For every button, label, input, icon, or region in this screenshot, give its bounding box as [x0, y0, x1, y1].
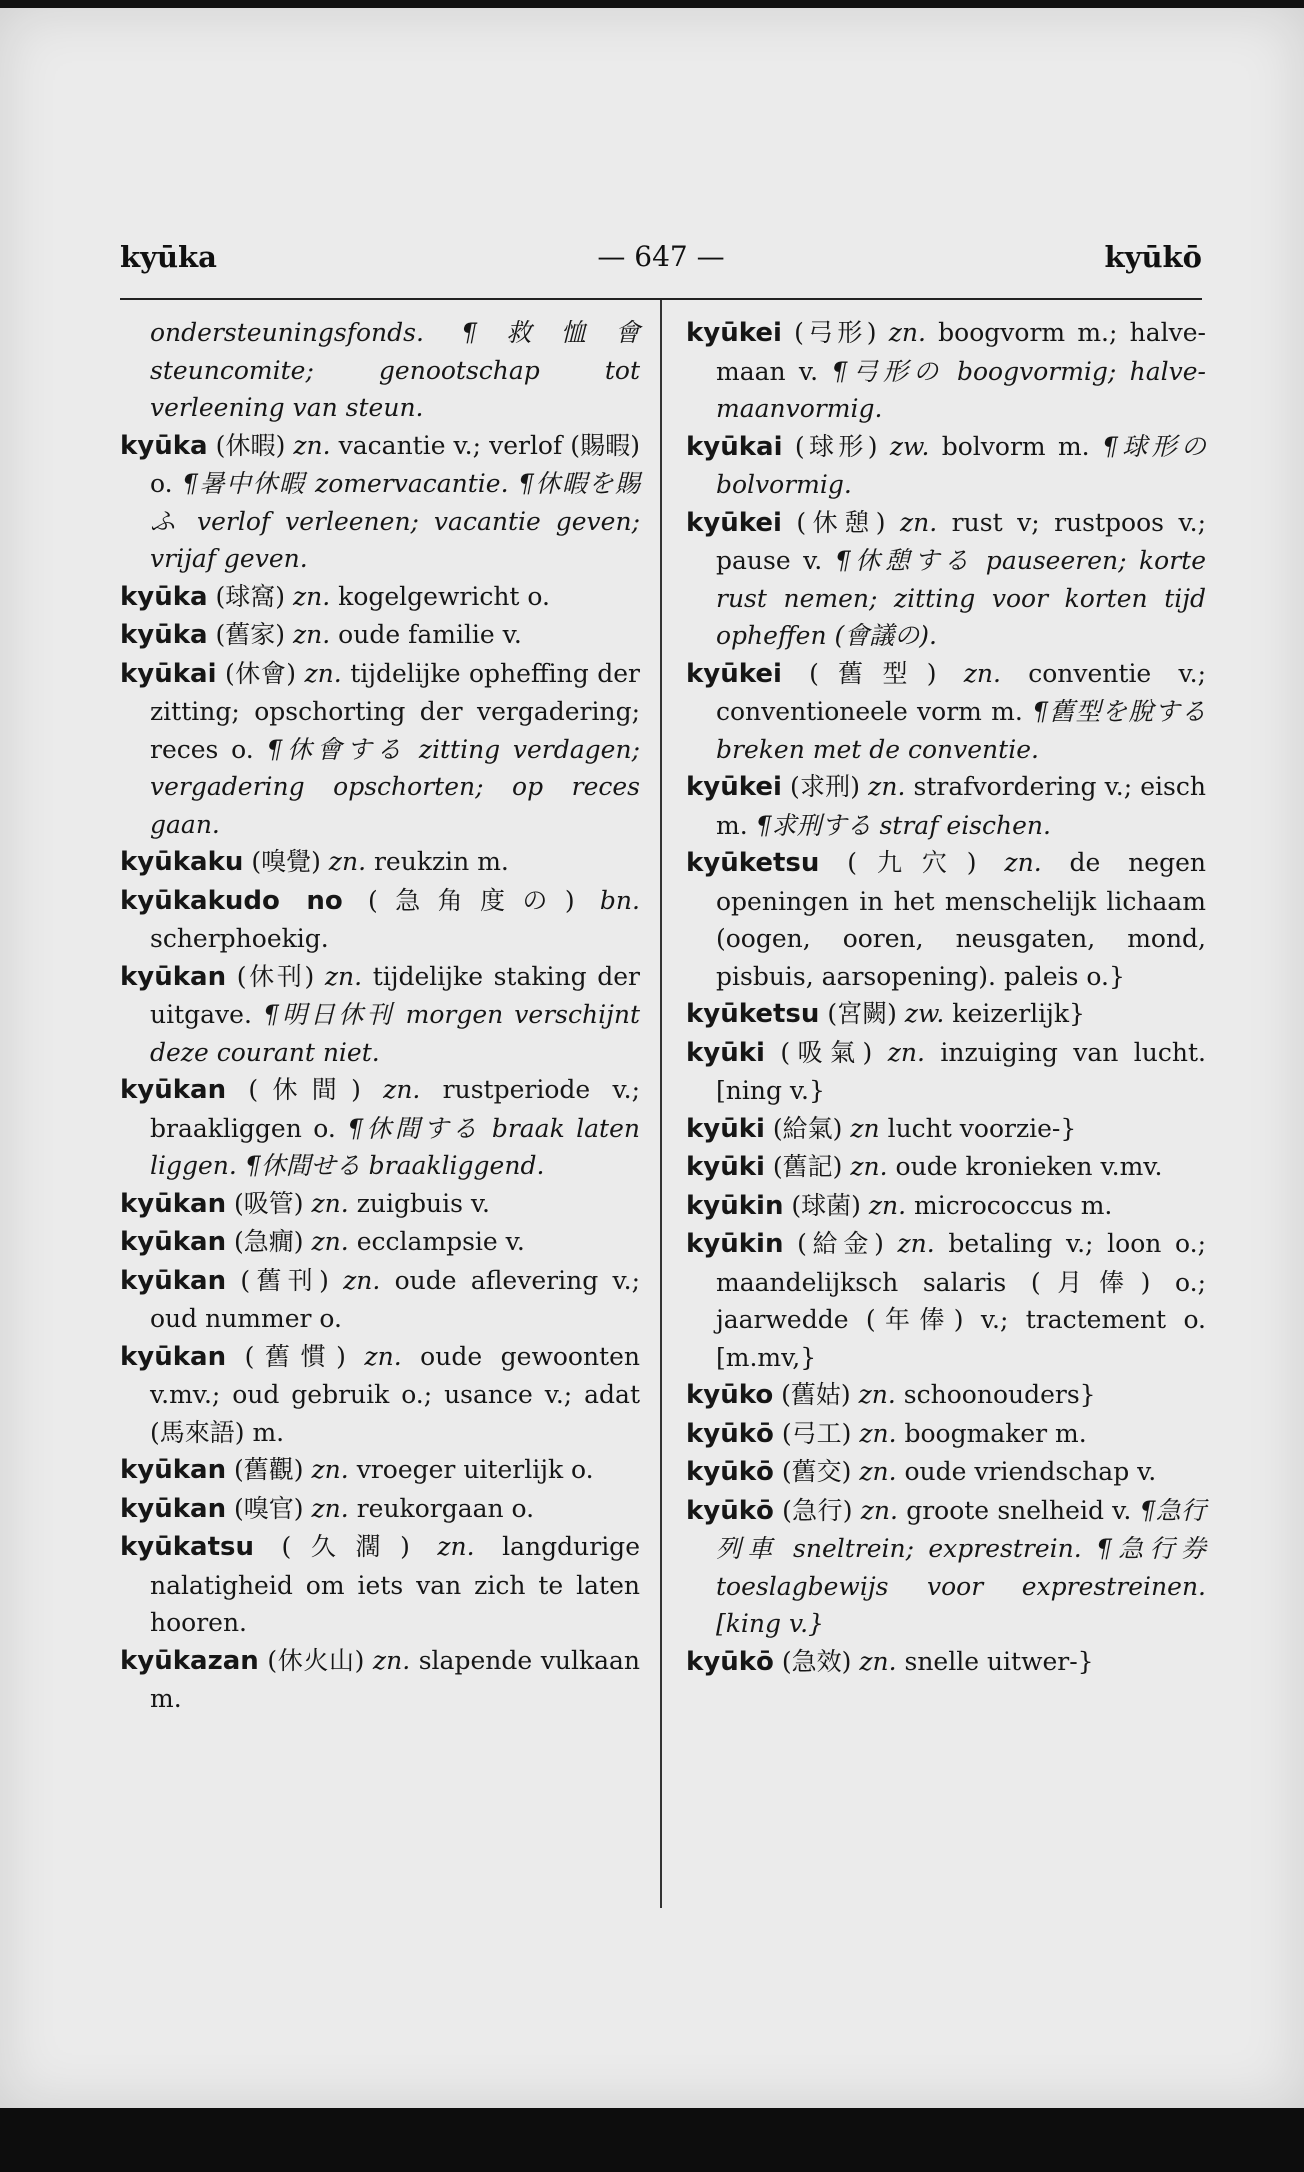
- dictionary-entry: [686, 428, 1206, 504]
- dictionary-entry: [120, 578, 640, 617]
- dictionary-entry: [120, 1338, 640, 1452]
- entry-grammar: zn.: [1004, 848, 1042, 877]
- entry-examples: ¶舊型を脫する breken met de conventie.: [716, 697, 1206, 764]
- entry-headword: kyūkai: [120, 658, 217, 689]
- entry-examples: ¶休會する zitting verdagen; vergadering opschorten; op reces gaan.: [150, 734, 640, 839]
- entry-definition: rust v; rustpoos v.; pause v.: [716, 507, 1206, 575]
- entry-headword: kyūkan: [120, 1493, 227, 1524]
- entry-definition: keizerlijk}: [944, 999, 1085, 1028]
- entry-headword: kyūkai: [686, 431, 783, 462]
- entry-grammar: zn.: [293, 430, 331, 460]
- entry-headword: kyūkan: [120, 961, 227, 992]
- entry-kanji: (舊記): [764, 1152, 851, 1181]
- right-column: [686, 314, 1206, 1681]
- entry-headword: kyūko: [686, 1380, 774, 1410]
- entry-kanji: (球窩): [207, 581, 293, 611]
- entry-definition: tijdelijke staking der uitgave.: [150, 961, 640, 1029]
- entry-kanji: (吸氣): [764, 1037, 888, 1067]
- entry-kanji: (舊慣): [226, 1341, 365, 1371]
- entry-grammar: zn.: [293, 620, 331, 649]
- entry-examples: ¶急行列車 sneltrein; exprestrein. ¶急行券 toeslagbewijs voor exprestreinen. [king v.}: [716, 1495, 1207, 1638]
- left-guide-word: kyūka: [120, 240, 217, 274]
- entry-examples: ¶休憩する pauseeren; korte rust nemen; zitting voor korten tijd opheffen (會議の).: [716, 546, 1206, 650]
- entry-grammar: bn.: [599, 885, 640, 915]
- entry-definition: schoonouders}: [895, 1380, 1096, 1409]
- entry-kanji: (急行): [773, 1495, 861, 1525]
- dictionary-entry: [686, 1148, 1206, 1187]
- entry-examples: ondersteuningsfonds. ¶救恤會 steuncomite; genootschap tot verleening van steun.: [150, 318, 640, 422]
- entry-kanji: (休會): [216, 658, 305, 688]
- dictionary-entry: [120, 1490, 640, 1529]
- entry-grammar: zn.: [868, 1190, 907, 1220]
- entry-definition: snelle uitwer-}: [896, 1646, 1094, 1676]
- dictionary-entry: [120, 1528, 640, 1642]
- entry-kanji: (舊交): [773, 1457, 860, 1486]
- entry-definition: conventie v.; conventioneele vorm m.: [716, 658, 1206, 726]
- entry-headword: kyūkō: [686, 1495, 774, 1526]
- entry-definition: vroeger uiterlijk o.: [348, 1455, 594, 1484]
- entry-grammar: zn.: [293, 581, 331, 611]
- entry-grammar: zn.: [304, 658, 342, 688]
- entry-headword: kyūketsu: [686, 999, 820, 1029]
- dictionary-entry: [686, 1034, 1206, 1110]
- entry-definition: bolvorm m.: [929, 431, 1102, 461]
- dictionary-entry: [686, 1492, 1206, 1643]
- entry-examples: ¶明日休刊 morgen verschijnt deze courant niet.: [150, 1000, 640, 1067]
- entry-headword: kyūkō: [686, 1646, 774, 1677]
- entry-grammar: zn.: [364, 1341, 402, 1371]
- entry-kanji: (舊觀): [226, 1455, 312, 1484]
- entry-headword: kyūkan: [120, 1227, 227, 1257]
- entry-headword: kyūkin: [686, 1229, 784, 1259]
- entry-headword: kyūkaku: [120, 847, 244, 877]
- dictionary-entry: [120, 1071, 640, 1185]
- entry-grammar: zn.: [383, 1075, 421, 1104]
- dictionary-page: [0, 8, 1304, 2108]
- entry-definition: lucht voorzie-}: [879, 1113, 1077, 1143]
- entry-grammar: zn.: [311, 1188, 349, 1218]
- entry-headword: kyūkan: [120, 1455, 227, 1485]
- entry-definition: kogelgewricht o.: [330, 581, 550, 611]
- entry-examples: ¶球形の bolvormig.: [716, 431, 1207, 499]
- entry-headword: kyūki: [686, 1113, 765, 1144]
- dictionary-entry: [120, 655, 640, 844]
- entry-kanji: (休憩): [781, 507, 900, 537]
- entry-headword: kyūkatsu: [120, 1532, 254, 1562]
- entry-definition: inzuiging van lucht. [ning v.}: [716, 1037, 1206, 1105]
- scan-background: [0, 2108, 1304, 2172]
- entry-definition: oude familie v.: [330, 620, 522, 649]
- entry-kanji: (宮闕): [819, 999, 905, 1028]
- entry-headword: kyūkei: [686, 772, 782, 802]
- entry-kanji: (休刊): [226, 961, 325, 991]
- entry-definition: boogmaker m.: [896, 1418, 1087, 1448]
- entry-definition: oude gewoonten v.mv.; oud gebruik o.; usance v.; adat (馬來語) m.: [150, 1341, 641, 1447]
- entry-headword: kyūka: [120, 430, 208, 461]
- entry-definition: langdurige nalatigheid om iets van zich te laten hooren.: [150, 1532, 640, 1637]
- dictionary-entry: [120, 1642, 640, 1718]
- entry-kanji: (求刑): [781, 772, 869, 801]
- entry-kanji: (舊型): [781, 658, 964, 688]
- entry-headword: kyūkan: [120, 1188, 227, 1219]
- entry-grammar: zn.: [868, 772, 906, 801]
- entry-grammar: zn.: [311, 1493, 349, 1523]
- dictionary-entry: [120, 1262, 640, 1338]
- dictionary-entry: [120, 1223, 640, 1262]
- entry-grammar: zn.: [343, 1265, 381, 1295]
- entry-definition: oude aflevering v.; oud nummer o.: [150, 1265, 640, 1333]
- entry-definition: groote snelheid v.: [897, 1495, 1140, 1525]
- page-number: — 647 —: [597, 240, 725, 273]
- entry-headword: kyūkō: [686, 1457, 774, 1487]
- entry-headword: kyūkei: [686, 658, 782, 689]
- entry-kanji: (久濶): [254, 1532, 438, 1561]
- entry-headword: kyūki: [686, 1037, 765, 1068]
- entry-grammar: zn.: [858, 1380, 896, 1409]
- entry-grammar: zn.: [328, 847, 367, 876]
- dictionary-entry: [686, 844, 1206, 995]
- entry-kanji: (給氣): [764, 1113, 851, 1143]
- entry-kanji: (給金): [783, 1229, 898, 1258]
- entry-definition: de negen openingen in het menschelijk lichaam (oogen, ooren, neusgaten, mond, pisbuis, aarsopening). paleis o.}: [716, 848, 1206, 991]
- entry-grammar: zw.: [889, 431, 930, 461]
- entry-definition: betaling v.; loon o.; maandelijksch salaris (月俸) o.; jaarwedde (年俸) v.; tractement o. [m.mv,}: [716, 1229, 1206, 1372]
- dictionary-entry: [120, 843, 640, 882]
- entry-definition: reukorgaan o.: [348, 1493, 535, 1523]
- dictionary-entry: [120, 1185, 640, 1224]
- entry-kanji: (嗅覺): [243, 847, 329, 876]
- entry-headword: kyūka: [120, 581, 208, 612]
- entry-kanji: (舊刊): [226, 1265, 344, 1295]
- dictionary-entry: [686, 1453, 1206, 1492]
- entry-kanji: (舊姑): [773, 1380, 859, 1409]
- entry-grammar: zn.: [850, 1152, 888, 1181]
- entry-headword: kyūketsu: [686, 848, 820, 878]
- entry-kanji: (休暇): [207, 430, 294, 460]
- entry-examples: ¶休間する braak laten liggen. ¶休間せる braakliggend.: [150, 1113, 640, 1180]
- dictionary-entry: [120, 1451, 640, 1490]
- entry-headword: kyūka: [120, 620, 208, 650]
- entry-kanji: (吸管): [226, 1188, 312, 1218]
- entry-kanji: (急效): [773, 1646, 860, 1676]
- entry-grammar: zn.: [372, 1645, 411, 1675]
- entry-grammar: zn.: [311, 1455, 349, 1484]
- entry-kanji: (嗅官): [226, 1493, 312, 1523]
- entry-definition: scherphoekig.: [150, 924, 329, 953]
- entry-kanji: (九穴): [819, 848, 1005, 877]
- entry-examples: ¶求刑する straf eischen.: [755, 810, 1051, 840]
- right-guide-word: kyūkō: [1104, 240, 1202, 274]
- dictionary-entry: [686, 1110, 1206, 1149]
- entry-kanji: (急角度の): [342, 885, 600, 915]
- entry-definition: boogvorm m.; halve-maan v.: [716, 318, 1206, 386]
- entry-grammar: zn.: [311, 1227, 349, 1256]
- dictionary-entry: [686, 504, 1206, 655]
- dictionary-entry: [686, 314, 1206, 428]
- entry-headword: kyūki: [686, 1152, 765, 1182]
- entry-definition: tijdelijke opheffing der zitting; opschorting der vergadering; reces o.: [150, 658, 640, 764]
- entry-kanji: (舊家): [207, 620, 293, 649]
- entry-headword: kyūkan: [120, 1075, 227, 1105]
- entry-grammar: zn.: [897, 1229, 935, 1258]
- entry-definition: zuigbuis v.: [348, 1188, 490, 1218]
- dictionary-entry: [120, 958, 640, 1072]
- dictionary-entry: [120, 616, 640, 655]
- entry-grammar: zn.: [324, 961, 363, 991]
- entry-definition: oude kronieken v.mv.: [887, 1152, 1163, 1181]
- entry-headword: kyūkin: [686, 1190, 784, 1221]
- entry-grammar: zn.: [860, 1495, 898, 1525]
- entry-kanji: (休間): [226, 1075, 384, 1104]
- dictionary-entry: [686, 995, 1206, 1034]
- entry-definition: rustperiode v.; braakliggen o.: [150, 1075, 640, 1143]
- entry-grammar: zn.: [963, 658, 1001, 688]
- dictionary-entry: [686, 655, 1206, 769]
- entry-grammar: zw.: [904, 999, 945, 1028]
- entry-definition: ecclampsie v.: [348, 1227, 525, 1256]
- entry-headword: kyūkan: [120, 1265, 227, 1296]
- entry-kanji: (急癇): [226, 1227, 312, 1256]
- entry-kanji: (弓形): [781, 318, 889, 347]
- entry-definition: reukzin m.: [366, 847, 509, 876]
- entry-kanji: (球菌): [783, 1190, 869, 1220]
- entry-kanji: (休火山): [258, 1645, 373, 1675]
- entry-headword: kyūkazan: [120, 1645, 259, 1676]
- dictionary-entry: [686, 1415, 1206, 1454]
- entry-grammar: zn.: [899, 507, 938, 537]
- entry-grammar: zn.: [859, 1457, 897, 1486]
- entry-headword: kyūkakudo no: [120, 885, 343, 916]
- entry-kanji: (球形): [782, 431, 890, 461]
- entry-grammar: zn.: [888, 318, 926, 347]
- left-column: [120, 314, 640, 1718]
- page-header: [120, 240, 1202, 280]
- entry-grammar: zn.: [859, 1646, 897, 1676]
- entry-grammar: zn: [850, 1113, 880, 1143]
- dictionary-entry: [120, 427, 640, 578]
- dictionary-entry: [686, 1643, 1206, 1682]
- column-divider: [660, 300, 662, 1908]
- entry-headword: kyūkan: [120, 1341, 227, 1372]
- entry-definition: vacantie v.; verlof (賜暇) o.: [150, 430, 640, 498]
- entry-examples: ¶弓形の boogvormig; halve-maanvormig.: [716, 356, 1206, 423]
- dictionary-entry: [120, 314, 640, 427]
- dictionary-entry: [686, 1376, 1206, 1415]
- dictionary-entry: [686, 1187, 1206, 1226]
- entry-definition: micrococcus m.: [906, 1190, 1113, 1220]
- entry-definition: slapende vulkaan m.: [150, 1645, 640, 1713]
- dictionary-entry: [686, 1225, 1206, 1376]
- entry-definition: oude vriendschap v.: [896, 1457, 1157, 1486]
- entry-headword: kyūkō: [686, 1418, 774, 1449]
- entry-grammar: zn.: [437, 1532, 475, 1561]
- dictionary-entry: [686, 768, 1206, 844]
- entry-examples: ¶暑中休暇 zomervacantie. ¶休暇を賜ふ verlof verleenen; vacantie geven; vrijaf geven.: [150, 469, 640, 573]
- entry-grammar: zn.: [887, 1037, 925, 1067]
- entry-definition: strafvordering v.; eisch m.: [716, 772, 1206, 840]
- dictionary-entry: [120, 882, 640, 958]
- entry-headword: kyūkei: [686, 318, 782, 348]
- entry-headword: kyūkei: [686, 507, 782, 538]
- entry-grammar: zn.: [859, 1418, 897, 1448]
- entry-kanji: (弓工): [773, 1418, 860, 1448]
